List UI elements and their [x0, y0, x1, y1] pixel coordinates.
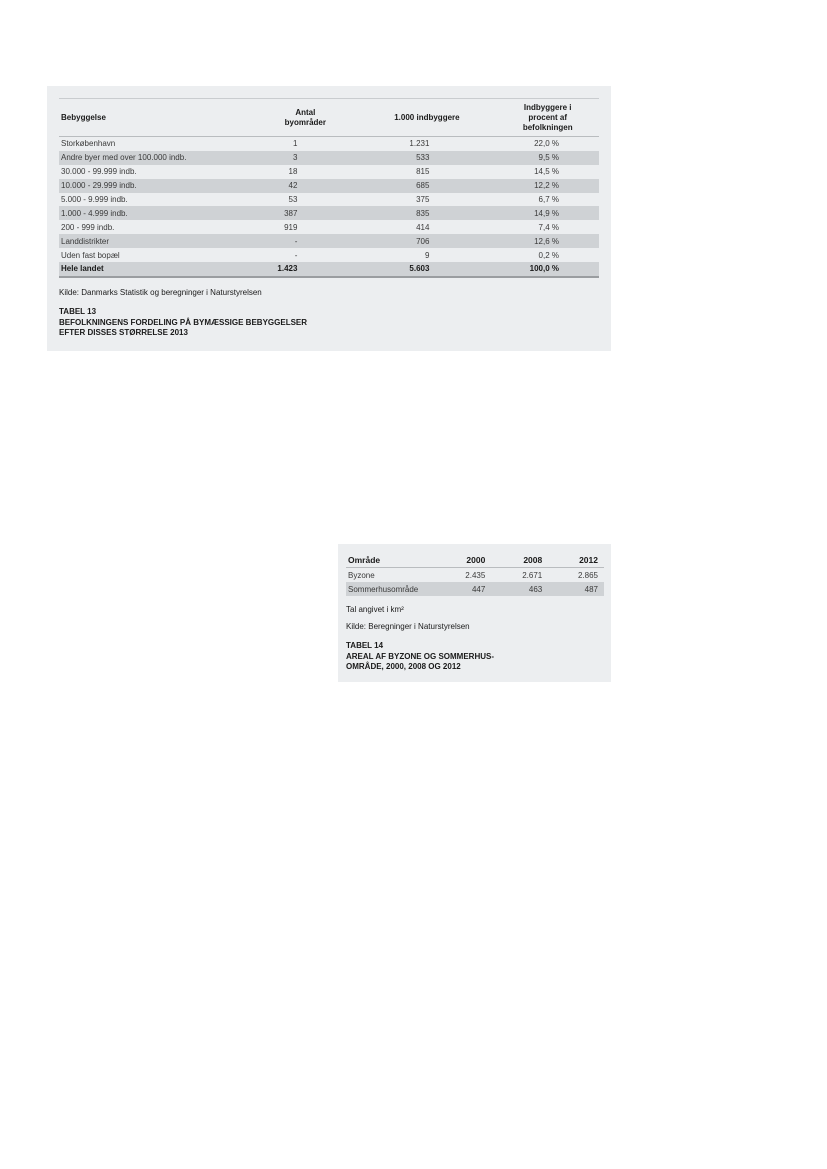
- table-row: [59, 137, 599, 151]
- cell-procent: 12,2 %: [496, 179, 599, 193]
- cell-bebyggelse: 1.000 - 4.999 indb.: [59, 206, 253, 220]
- cell-indbyggere: 533: [357, 151, 496, 165]
- cell-antal: 1: [292, 139, 298, 149]
- total-indbyggere: 5.603: [357, 262, 496, 277]
- table-row: [59, 220, 599, 234]
- table-row: [59, 248, 599, 262]
- table-row: [59, 165, 599, 179]
- cell-bebyggelse: Andre byer med over 100.000 indb.: [59, 151, 253, 165]
- population-table: [59, 98, 599, 278]
- table-row: [59, 151, 599, 165]
- cell-indbyggere: 9: [424, 250, 430, 260]
- table-14-unit-note: Tal angivet i km²: [346, 605, 404, 614]
- cell-bebyggelse: 10.000 - 29.999 indb.: [59, 179, 253, 193]
- cell-2012: 2.865: [577, 570, 598, 580]
- total-label: Hele landet: [59, 262, 253, 277]
- cell-antal: 919: [284, 222, 298, 232]
- cell-2000: 447: [441, 582, 495, 596]
- cell-bebyggelse: Storkøbenhavn: [61, 139, 116, 149]
- cell-bebyggelse: 30.000 - 99.999 indb.: [61, 167, 137, 177]
- cell-procent: 14,5 %: [534, 167, 559, 177]
- header-2000: 2000: [441, 553, 495, 568]
- header-antal-line-2: byområder: [284, 117, 326, 127]
- cell-indbyggere: 1.231: [409, 139, 430, 149]
- table-14-source: Kilde: Beregninger i Naturstyrelsen: [346, 622, 470, 631]
- header-2008: 2008: [495, 553, 556, 568]
- header-procent: [496, 99, 599, 137]
- cell-procent: 14,9 %: [496, 206, 599, 220]
- caption-title-line-2: OMRÅDE, 2000, 2008 OG 2012: [346, 662, 461, 671]
- header-procent-line-3: befolkningen: [522, 122, 573, 132]
- cell-2000: 2.435: [465, 570, 486, 580]
- cell-procent: 12,6 %: [496, 234, 599, 248]
- caption-number: TABEL 13: [59, 307, 97, 316]
- cell-2008: 2.671: [522, 570, 543, 580]
- cell-antal: -: [294, 250, 298, 260]
- cell-indbyggere: 706: [357, 234, 496, 248]
- cell-procent: 7,4 %: [538, 222, 559, 232]
- table-header-row: [59, 99, 599, 137]
- cell-bebyggelse: Landdistrikter: [59, 234, 253, 248]
- cell-2008: 463: [495, 582, 556, 596]
- caption-title-line-1: BEFOLKNINGENS FORDELING PÅ BYMÆSSIGE BEBYGGELSER: [59, 317, 308, 327]
- cell-bebyggelse: 5.000 - 9.999 indb.: [61, 195, 128, 204]
- cell-procent: 0,2 %: [538, 250, 559, 260]
- header-indbyggere: 1.000 indbyggere: [357, 99, 496, 137]
- cell-antal: 53: [288, 195, 298, 204]
- cell-indbyggere: 685: [357, 179, 496, 193]
- table-13-source: Kilde: Danmarks Statistik og beregninger i Naturstyrelsen: [59, 288, 262, 297]
- table-13-panel: [47, 86, 611, 351]
- header-antal-line-1: Antal: [295, 107, 316, 117]
- table-row: [59, 234, 599, 248]
- cell-bebyggelse: Uden fast bopæl: [61, 250, 120, 260]
- header-antal-byomraader: [253, 99, 357, 137]
- cell-bebyggelse: 200 - 999 indb.: [61, 222, 115, 232]
- table-13-caption: [59, 307, 307, 339]
- total-antal: 1.423: [253, 262, 357, 277]
- total-procent: 100,0 %: [496, 262, 599, 277]
- cell-antal: 3: [253, 151, 357, 165]
- caption-title-line-2: EFTER DISSES STØRRELSE 2013: [59, 328, 188, 337]
- cell-antal: 18: [288, 167, 298, 177]
- cell-omraade: Sommerhusområde: [346, 582, 441, 596]
- table-14-panel: [338, 544, 611, 682]
- cell-indbyggere: 375: [416, 195, 430, 204]
- header-procent-line-2: procent af: [528, 112, 568, 122]
- cell-indbyggere: 835: [357, 206, 496, 220]
- table-row: [59, 206, 599, 220]
- cell-indbyggere: 414: [416, 222, 430, 232]
- cell-procent: 6,7 %: [538, 195, 559, 204]
- header-procent-line-1: Indbyggere i: [523, 102, 572, 112]
- cell-antal: 42: [253, 179, 357, 193]
- caption-title-line-1: AREAL AF BYZONE OG SOMMERHUS-: [346, 651, 495, 661]
- cell-antal: -: [253, 234, 357, 248]
- cell-antal: 387: [253, 206, 357, 220]
- header-2012: 2012: [556, 553, 604, 568]
- area-table: [346, 553, 604, 596]
- table-14-caption: [346, 641, 494, 673]
- header-bebyggelse: Bebyggelse: [59, 99, 253, 137]
- table-header-row: [346, 553, 604, 568]
- caption-number: TABEL 14: [346, 641, 384, 650]
- cell-indbyggere: 815: [416, 167, 430, 177]
- table-row: [59, 193, 599, 207]
- total-row: [59, 262, 599, 277]
- cell-procent: 22,0 %: [534, 139, 559, 149]
- cell-omraade: Byzone: [348, 570, 375, 580]
- cell-2012: 487: [556, 582, 604, 596]
- table-row: [346, 568, 604, 583]
- cell-procent: 9,5 %: [496, 151, 599, 165]
- table-row: [346, 582, 604, 596]
- table-row: [59, 179, 599, 193]
- header-omraade: Område: [346, 553, 441, 568]
